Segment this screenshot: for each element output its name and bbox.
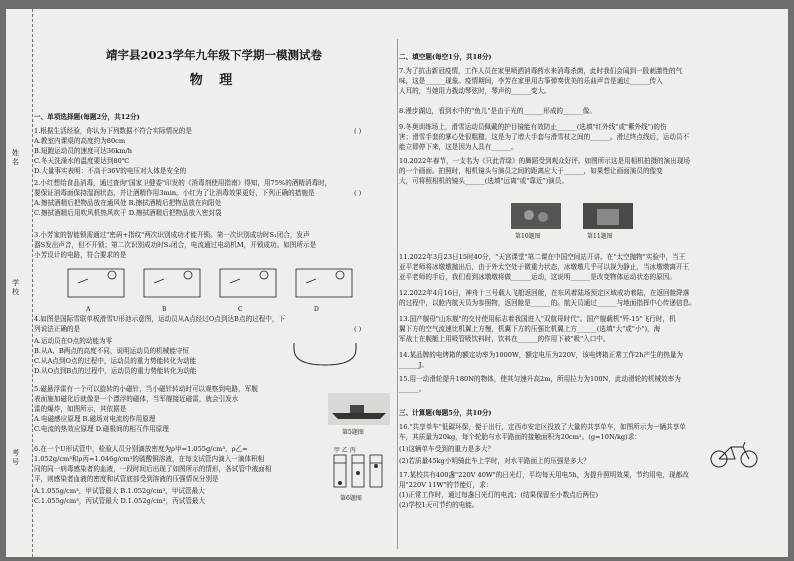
- bicycle-figure: [709, 439, 759, 469]
- left-line-13: 4.如图是国际雪联单板滑雪U形池示意图，运动员从A点经过O点到达B点的过程中，下: [34, 315, 286, 323]
- fig10-photo: [511, 203, 561, 229]
- answer-paren-0: ( ): [354, 127, 362, 135]
- circuit-diagrams: [64, 263, 364, 307]
- right-line-10: 大，可将照相机的镜头______(选填"远离"或"靠近")演员。: [399, 177, 568, 185]
- fig11-caption: 第11题图: [587, 233, 613, 240]
- right-line-17: 翼下方的空气流速比机翼上方慢，机翼下方的压强比机翼上方______(选填"大"或"小")，海: [399, 325, 661, 333]
- left-line-7: 要保证消毒面保持湿润状态，并让酒精作用3min。小红为了让消毒效果更好，下列正确的措施是: [34, 189, 315, 197]
- right-line-29: 用"220V 11W"的节能灯，求：: [399, 481, 493, 489]
- left-line-15: A.运动员在O点的动能为零: [34, 337, 113, 345]
- binding-margin: [6, 9, 33, 557]
- circuit-label-c: C: [238, 306, 243, 313]
- right-line-2: 味，这是______现象。疫情期间，李芳在家里用古筝弹奏优美的乐曲声音是通过______传入: [399, 77, 663, 85]
- left-line-14: 列说法正确的是: [34, 325, 81, 333]
- left-line-8: A.擦拭酒精后把物品放在通风处 B.擦拭酒精后把物品放在向阳处: [34, 199, 222, 207]
- right-line-21: 15.用一动滑轮提升180N的物体，使其匀速升高2m，所用拉力为100N，此动滑轮的机械效率为: [399, 375, 681, 383]
- exam-title: 靖宇县2023学年九年级下学期一模测试卷: [105, 48, 322, 62]
- left-line-24: 6.在一个U形试管中，检验人员分别滴放密度为ρ甲=1.055g/cm³，ρ乙=: [34, 445, 248, 453]
- left-line-17: C.从A点到O点的过程中，运动员的重力势能转化为动能: [34, 357, 197, 365]
- right-line-1: 7.为了抗击新冠疫情，工作人员在家里喷洒消毒药水来消毒杀菌，此时我们会闻到一股刺激性的气: [399, 67, 683, 75]
- right-line-5: 9.冬奥训练场上，滑雪运动员佩戴的护目镜能有效防止______(选填"红外线"或"紫外线")的伤: [399, 123, 667, 131]
- left-line-0: 一、单项选择题(每题2分，共12分): [34, 113, 140, 121]
- left-line-11: 器S发出声音，但不开锁；第二次识别成功时S₂闭合，电流通过电动机M，开锁成功。如图所示是: [34, 241, 317, 249]
- right-line-30: (1)正常工作时，通过每盏日光灯的电流；(结果保留至小数点后两位): [399, 491, 599, 499]
- fig10-caption: 第10题图: [515, 233, 541, 240]
- right-line-16: 13.国产舰母"山东舰"的交付使用标志着我国进入"双航母时代"。国产舰载机"歼-15"飞行时，机: [399, 315, 676, 323]
- right-line-22: ______。: [399, 385, 426, 393]
- fig5-caption: 第5题图: [342, 429, 364, 436]
- right-line-6: 害；滑雪手套的掌心处很粗糙，这是为了增大手套与滑雪杖之间的______。滑过终点线后，运动员不: [399, 133, 690, 141]
- right-line-27: (2)若质量45kg小明骑此车上学时，对水平路面上的压强是多大？: [399, 457, 590, 465]
- warship-figure: [328, 393, 390, 425]
- right-line-3: 人耳的，当她用力拨动琴弦时，琴声的______变大。: [399, 87, 551, 95]
- name-label: 姓名: [12, 149, 19, 166]
- right-line-26: (1)这辆单车受到的重力是多大？: [399, 445, 495, 453]
- circuit-label-d: D: [314, 306, 319, 313]
- left-line-2: A.教室内课桌的高度约为80cm: [34, 137, 126, 145]
- left-line-28: A.1.055g/cm³，甲试管最大 B.1.052g/cm³，甲试管最大: [34, 487, 205, 495]
- right-line-12: 亚平老师将冰墩墩抛出后，由于外太空处于微重力状态，冰墩墩几乎可以视为静止，当冰墩墩离开王: [399, 263, 690, 271]
- school-label: 学校: [12, 279, 19, 296]
- circuit-d: [296, 269, 352, 297]
- test-tubes-figure: [330, 453, 386, 491]
- u-pool-figure: [290, 339, 360, 369]
- left-line-23: C.电流的热效应原理 D.磁极间的相互作用原理: [34, 425, 169, 433]
- left-line-19: 5.磁悬浮雷有一个可以旋转的小磁针，当小磁针转动时可以观察到电路，军舰: [34, 385, 258, 393]
- fig6-caption: 第6题图: [340, 495, 362, 502]
- right-line-23: 三、计算题(每题5分，共10分): [399, 409, 492, 417]
- right-line-7: 能立即停下来，这是因为人具有______。: [399, 143, 518, 151]
- circuit-label-b: B: [162, 306, 167, 313]
- left-line-27: 平，则感染者血液的密度和试管底部受到溶液的压强情况分别是: [34, 475, 219, 483]
- left-line-6: 2.小红想给食品消毒，通过查询"国家卫健委"印发的《消毒剂使用指南》得知，用75%的酒精消毒时，: [34, 179, 332, 187]
- right-line-4: 8.漫步湖边，看到水中的"鱼儿"是由于光的______形成的______像。: [399, 107, 596, 115]
- right-line-28: 17.某校共有400盏"220V 40W"的日光灯，平均每天用电5h，为提升照明效果，节约用电，现都改: [399, 471, 689, 479]
- fig11-photo: [583, 203, 633, 229]
- right-line-15: 的过程中，以舱内航天员为参照物，返回舱是______的。航天员通过______与地面指挥中心传递信息。: [399, 299, 696, 307]
- left-line-10: 3.小芳家的智能锁需通过"密码+指纹"两次识别成功才能开锁。第一次识别成功时S₁闭合，发声: [34, 231, 310, 239]
- answer-paren-2: ( ): [354, 325, 362, 333]
- left-line-20: 表面施加磁化后就像是一个漂浮的磁体，当军舰接近磁雷，就会引发水: [34, 395, 239, 403]
- right-line-14: 12.2022年4月16日，神舟十三号载人飞船返回舱，在东风着陆场预定区域成功着陆，在返回舱降落: [399, 289, 690, 297]
- left-line-12: 小芳设计的电路，符合要求的是: [34, 251, 127, 259]
- right-line-13: 亚平老师的手后，我们看到冰墩墩将做______运动，这说明______是改变物体运动状态的原因。: [399, 273, 676, 281]
- left-line-18: D.从O点到B点的过程中，运动员的重力势能转化为动能: [34, 367, 197, 375]
- left-line-4: C.冬天洗澡水的温度要达到80℃: [34, 157, 130, 165]
- subject-title: 物 理: [189, 73, 239, 88]
- exam-number-label: 考号: [12, 449, 19, 466]
- left-line-26: 同的同一病毒感染者的血液，一段时间后出现了如图所示的情形，各试管中液面相: [34, 465, 272, 473]
- right-line-18: 军战士在舰艇上用吸管吸饮料时，饮料在______的作用下被"吸"入口中。: [399, 335, 610, 343]
- left-line-25: 1.052g/cm³和ρ丙=1.046g/cm³的硫酸铜溶液，在每支试管内滴入一滴体积相: [34, 455, 265, 463]
- right-line-9: 的一个画面。拍照时，相机镜头与演员之间的距离应大于______，如果想让画面演员的像变: [399, 167, 663, 175]
- column-divider: [397, 39, 398, 549]
- fig6-tube-labels: 甲 乙 丙: [334, 447, 356, 454]
- exam-paper: [6, 9, 788, 557]
- right-line-19: 14.某品牌的电烤箱的额定功率为1000W，额定电压为220V，该电烤箱正常工作2h产生的热量为: [399, 351, 684, 359]
- left-line-9: C.擦拭酒精后用吹风机热风吹干 D.擦拭酒精后把物品放入密封袋: [34, 209, 222, 217]
- left-line-21: 雷的爆炸，如图所示，其依据是: [34, 405, 127, 413]
- circuit-b: [144, 269, 200, 297]
- left-line-1: 1.根据生活经验，你认为下列数据不符合实际情况的是: [34, 127, 192, 135]
- right-line-25: 车，其质量为20kg，每个轮胎与水平路面的接触面积为20cm²。(g=10N/kg)求：: [399, 433, 641, 441]
- circuit-label-a: A: [86, 306, 91, 313]
- right-line-20: ______J。: [399, 361, 429, 369]
- left-line-22: A.电磁感应原理 B.磁场对电流的作用原理: [34, 415, 156, 423]
- right-line-8: 10.2022年春节，一支名为《只此青绿》的舞蹈受到观众好评。如图所示这是用相机拍摄的演出现场: [399, 157, 691, 165]
- right-line-31: (2)学校1天可节约的电能。: [399, 501, 479, 509]
- left-line-29: C.1.055g/cm³，丙试管最大 D.1.052g/cm³，丙试管最大: [34, 497, 206, 505]
- right-line-24: 16."共享单车"低碳环保，便于出行，定西市安定区投放了大量的共享单车，如图所示为一辆共享单: [399, 423, 686, 431]
- left-line-16: B.从A、B两点的高度不同，说明运动员的机械能守恒: [34, 347, 190, 355]
- circuit-c: [220, 269, 276, 297]
- left-line-3: B.短跑运动员的速度可达36km/h: [34, 147, 132, 155]
- answer-paren-1: ( ): [354, 189, 362, 197]
- right-line-11: 11.2022年3月23日15时40分，"天宫课堂"第二课在中国空间站开讲。在"太空抛物"实验中，当王: [399, 253, 686, 261]
- right-line-0: 二、填空题(每空1分，共18分): [399, 53, 492, 61]
- left-line-5: D.大量事实表明：不高于36V的电压对人体是安全的: [34, 167, 187, 175]
- circuit-a: [68, 269, 124, 297]
